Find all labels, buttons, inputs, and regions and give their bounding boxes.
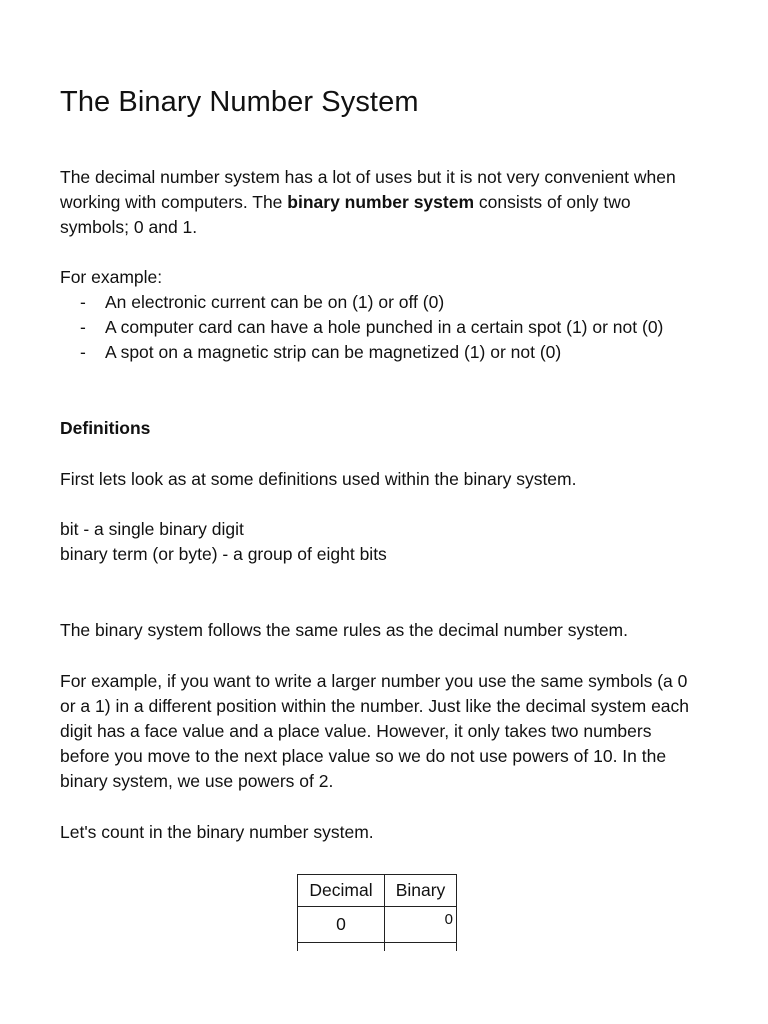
- definitions-heading: Definitions: [60, 418, 151, 438]
- example-paragraph: For example, if you want to write a larger number you use the same symbols (a 0 or a 1) in a different position within the number. Just like the decimal system each digit has a face value and a place value. However, it only takes two numbers before you move to the next place value so we do not use powers of 10. In the binary system, we use powers of 2.: [60, 671, 690, 791]
- example-list: [60, 290, 700, 365]
- definition-bit: bit - a single binary digit: [60, 519, 244, 539]
- definition-byte: binary term (or byte) - a group of eight bits: [60, 544, 387, 564]
- rules-paragraph: The binary system follows the same rules as the decimal number system.: [60, 620, 628, 640]
- example-section: [60, 265, 700, 365]
- definitions-intro: First lets look as at some definitions used within the binary system.: [60, 469, 577, 489]
- intro-paragraph: [60, 165, 700, 240]
- list-item: [60, 315, 700, 340]
- bullet-marker: -: [80, 292, 86, 312]
- table-header-row: [298, 875, 457, 907]
- table-cell-empty: [298, 943, 385, 952]
- list-item-text: An electronic current can be on (1) or off (0): [105, 292, 445, 312]
- example-intro: For example:: [60, 267, 163, 287]
- table-row-cut-off: [298, 943, 457, 952]
- intro-bold-term: binary number system: [287, 192, 475, 212]
- list-item: [60, 340, 700, 365]
- table-cell-empty: [385, 943, 457, 952]
- bullet-marker: -: [80, 342, 86, 362]
- binary-count-table: [297, 874, 457, 951]
- list-item: [60, 290, 700, 315]
- table-header-decimal: Decimal: [298, 875, 385, 907]
- definitions-list: [60, 517, 700, 567]
- intro-text-start: The decimal number system has a lot of uses but it is not very convenient when working with computers. The: [60, 167, 676, 212]
- list-item-text: A spot on a magnetic strip can be magnetized (1) or not (0): [105, 342, 562, 362]
- page-title: The Binary Number System: [60, 86, 419, 118]
- table-cell-decimal: 0: [298, 907, 385, 943]
- intro-text-end: consists of only two symbols; 0 and 1.: [60, 192, 631, 237]
- table-row: [298, 907, 457, 943]
- bullet-marker: -: [80, 317, 86, 337]
- count-intro: Let's count in the binary number system.: [60, 822, 374, 842]
- list-item-text: A computer card can have a hole punched in a certain spot (1) or not (0): [105, 317, 664, 337]
- table-cell-binary: 0: [385, 907, 457, 943]
- table-header-binary: Binary: [385, 875, 457, 907]
